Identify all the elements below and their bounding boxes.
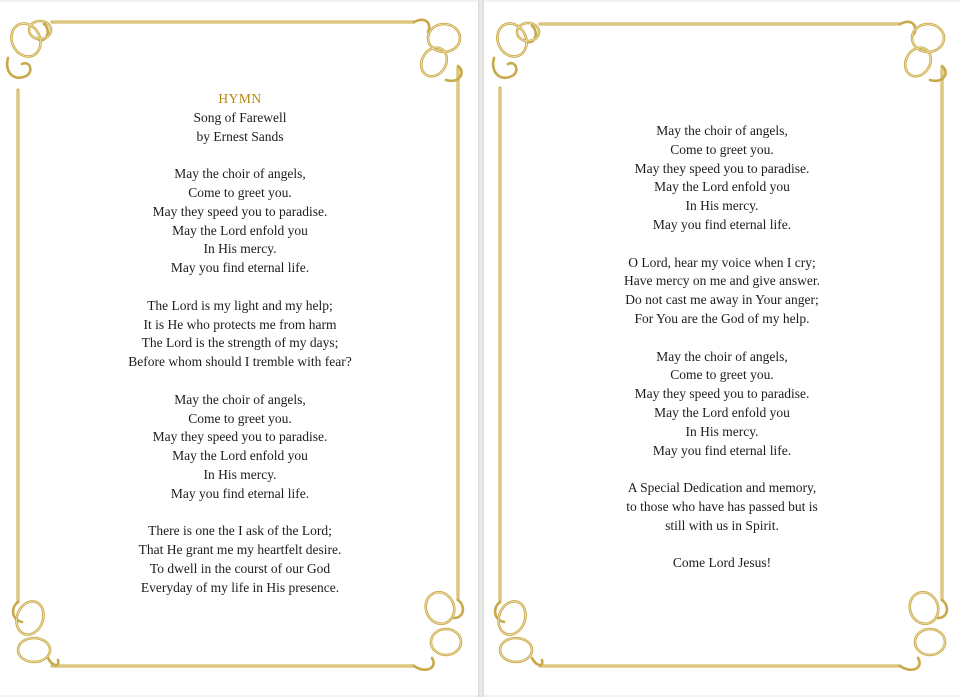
verse-line: May they speed you to paradise. [634, 386, 810, 402]
verse-line: There is one the I ask of the Lord; [148, 523, 332, 539]
left-page-text [40, 90, 440, 598]
stanza [524, 122, 920, 235]
verse-line: In His mercy. [685, 423, 759, 439]
verse-line: That He grant me my heartfelt desire. [138, 542, 342, 558]
verse-line: May the choir of angels, [174, 391, 306, 407]
closing-line: Come Lord Jesus! [672, 555, 772, 571]
right-page [484, 2, 960, 695]
verse-line: May you find eternal life. [170, 485, 310, 501]
closing [524, 554, 920, 573]
stanza [524, 254, 920, 329]
stanza [40, 391, 440, 504]
verse-line: Come to greet you. [670, 141, 774, 157]
verse-line: May you find eternal life. [652, 442, 792, 458]
verse-line: May they speed you to paradise. [634, 160, 810, 176]
right-page-text [524, 122, 920, 573]
verse-line: May the choir of angels, [656, 123, 788, 138]
dedication-line: to those who have has passed but is [626, 498, 818, 514]
verse-line: May you find eternal life. [170, 260, 310, 276]
verse-line: Come to greet you. [188, 410, 292, 426]
stanza [524, 348, 920, 461]
stanza [40, 297, 440, 372]
verse-line: May the Lord enfold you [654, 404, 790, 420]
hymn-author: by Ernest Sands [196, 128, 284, 144]
verse-line: It is He who protects me from harm [143, 316, 337, 332]
stanza [40, 165, 440, 278]
verse-line: Come to greet you. [188, 184, 292, 200]
verse-line: Everyday of my life in His presence. [140, 579, 340, 595]
verse-line: To dwell in the courst of our God [149, 560, 331, 576]
verse-line: May the Lord enfold you [172, 448, 308, 464]
verse-line: The Lord is my light and my help; [147, 297, 333, 313]
verse-line: May the Lord enfold you [172, 222, 308, 238]
verse-line: May you find eternal life. [652, 216, 792, 232]
verse-line: May the choir of angels, [656, 348, 788, 364]
verse-line: O Lord, hear my voice when I cry; [628, 254, 816, 270]
verse-line: For You are the God of my help. [634, 310, 810, 326]
verse-line: Have mercy on me and give answer. [623, 273, 821, 289]
verse-line: May they speed you to paradise. [152, 203, 328, 219]
dedication [524, 479, 920, 535]
verse-line: In His mercy. [203, 241, 277, 257]
verse-line: Before whom should I tremble with fear? [128, 354, 352, 370]
hymn-heading: HYMN [218, 91, 262, 106]
verse-line: In His mercy. [203, 466, 277, 482]
verse-line: The Lord is the strength of my days; [141, 335, 339, 351]
verse-line: In His mercy. [685, 198, 759, 214]
verse-line: May the choir of angels, [174, 166, 306, 182]
left-page [0, 2, 478, 695]
hymn-subtitle: Song of Farewell [193, 109, 287, 125]
verse-line: May the Lord enfold you [654, 179, 790, 195]
verse-line: Do not cast me away in Your anger; [625, 292, 819, 308]
verse-line: Come to greet you. [670, 367, 774, 383]
verse-line: May they speed you to paradise. [152, 429, 328, 445]
dedication-line: A Special Dedication and memory, [627, 480, 817, 496]
dedication-line: still with us in Spirit. [665, 517, 779, 533]
stanza [40, 522, 440, 597]
